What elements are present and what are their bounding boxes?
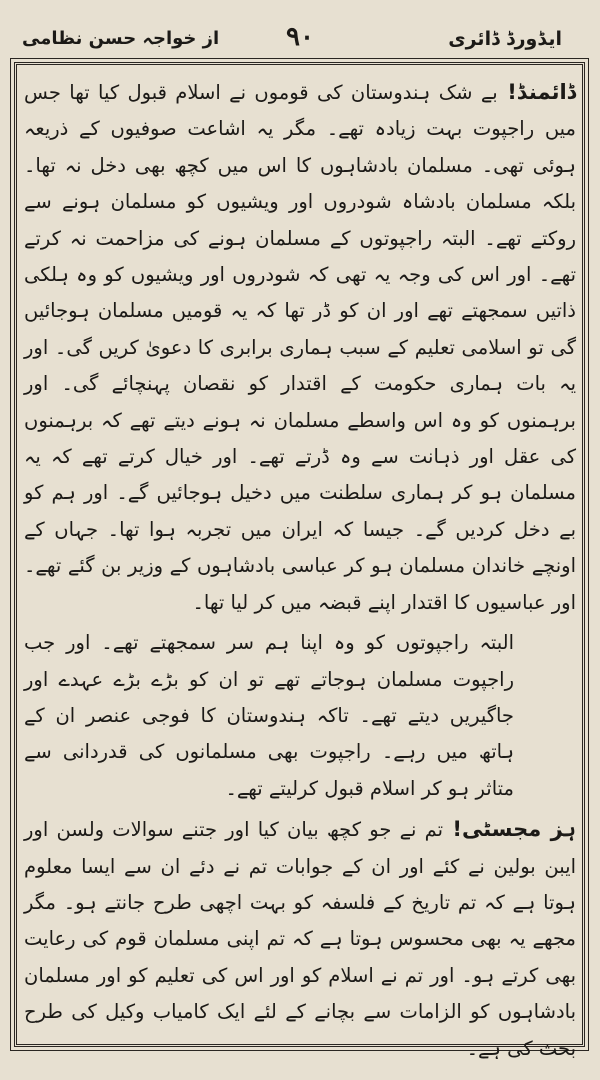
author-credit: از خواجہ حسن نظامی <box>22 28 220 49</box>
body-text <box>24 74 576 1060</box>
paragraph <box>24 811 576 1067</box>
speaker-label: ڈائمنڈ <box>516 80 576 104</box>
paragraph <box>24 74 576 621</box>
paragraph-text: البتہ راجپوتوں کو وہ اپنا ہم سر سمجھتے تھے۔ اور جب راجپوت مسلمان ہوجاتے تھے تو ان کو بڑے بڑے عہدے اور جاگیریں دیتے تھے۔ تاکہ ہندوستان کا فوجی عنصر ان کے ہاتھ میں رہے۔ راجپوت بھی مسلمانوں کی قدردانی سے متاثر ہو کر اسلام قبول کرلیتے تھے۔ <box>24 631 514 800</box>
speaker-separator: ! <box>497 80 517 104</box>
speaker-separator: ! <box>443 817 462 842</box>
page-header <box>10 22 590 62</box>
page-number: ۹۰ <box>286 22 314 52</box>
paragraph-text: بے شک ہندوستان کی قوموں نے اسلام قبول کیا تھا جس میں راجپوت بہت زیادہ تھے۔ مگر یہ اشاعت صوفیوں کے ذریعہ ہوئی تھی۔ مسلمان بادشاہوں کا اس میں کچھ بھی دخل نہ تھا۔ بلکہ مسلمان بادشاہ شودروں اور ویشیوں کو مسلمان ہونے سے روکتے تھے۔ البتہ راجپوتوں کے مسلمان ہونے کی مزاحمت نہ کرتے تھے۔ اور اس کی وجہ یہ تھی کہ شودروں اور ویشیوں کو وہ ہلکی ذاتیں سمجھتے تھے اور ان کو ڈر تھا کہ یہ قومیں مسلمان ہوجائیں گی تو اسلامی تعلیم کے سبب ہماری برابری کا دعویٰ کریں گی۔ اور یہ بات ہماری حکومت کے اقتدار کو نقصان پہنچائے گی۔ اور برہمنوں کو وہ اس واسطے مسلمان نہ ہونے دیتے تھے کہ برہمنوں کی عقل اور ذہانت سے وہ ڈرتے تھے۔ اور خیال کرتے تھے کہ یہ مسلمان ہو کر ہماری سلطنت میں دخیل ہوجائیں گے۔ اور ہم کو بے دخل کردیں گے۔ جیسا کہ ایران میں تجربہ ہوا تھا۔ جہاں کے اونچے خاندان مسلمان ہو کر عباسی بادشاہوں کے وزیر بن گئے تھے۔ اور عباسیوں کا اقتدار اپنے قبضہ میں کر لیا تھا۔ <box>24 81 576 614</box>
paragraph-text: تم نے جو کچھ بیان کیا اور جتنے سوالات ولسن اور ایبن بولین نے کئے اور ان کے جوابات تم نے دئے ان سے ایسا معلوم ہوتا ہے کہ تم تاریخ کے فلسفہ کو بہت اچھی طرح جانتے ہو۔ مگر مجھے یہ بھی محسوس ہوتا ہے کہ تم اپنی مسلمان قوم کی رعایت بھی کرتے ہو۔ اور تم نے اسلام کو اور اس کی تعلیم کو اور مسلمان بادشاہوں کو الزامات سے بچانے کے لئے ایک کامیاب وکیل کی طرح بحث کی ہے۔ <box>24 818 576 1060</box>
book-title: ایڈورڈ ڈائری <box>448 28 562 50</box>
paragraph <box>24 625 576 807</box>
speaker-label: ہز مجسٹی <box>461 817 576 842</box>
